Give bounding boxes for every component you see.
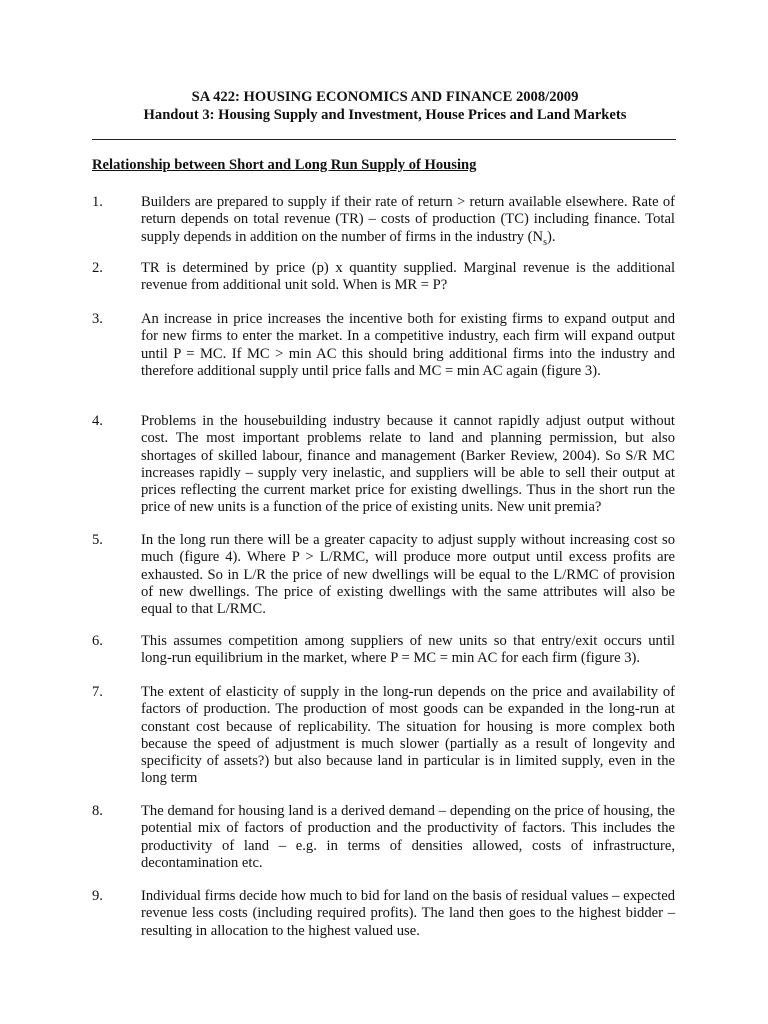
item-number: 8.: [92, 803, 103, 819]
item-number: 6.: [92, 633, 103, 649]
item-text: [141, 194, 675, 251]
item-text-main: Builders are prepared to supply if their rate of return > return available elsewhere. Rate of return depends on total revenue (TR) – costs of production (TC) including finance. Total supply depends in addition on the number of firms in the industry (N: [141, 194, 675, 245]
item-text: The extent of elasticity of supply in the long-run depends on the price and availability of factors of production. The production of most goods can be expanded in the long-run at constant cost because of replicability. The situation for housing is more complex both because the speed of adjustment is much slower (partially as a result of longevity and specificity of assets?) but also because land in particular is in limited supply, even in the long term: [141, 684, 675, 787]
item-text-tail: ).: [547, 228, 556, 245]
item-number: 2.: [92, 260, 103, 276]
header-divider: [92, 139, 676, 140]
item-number: 9.: [92, 888, 103, 904]
item-number: 7.: [92, 684, 103, 700]
item-text: In the long run there will be a greater capacity to adjust supply without increasing cost so much (figure 4). Where P > L/RMC, will produce more output until excess profits are exhausted. So in L/R the price of new dwellings will be equal to the L/RMC of provision of new dwellings. The price of existing dwellings with the same attributes will also be equal to that L/RMC.: [141, 532, 675, 618]
document-subtitle: Handout 3: Housing Supply and Investment, House Prices and Land Markets: [143, 107, 627, 123]
item-number: 4.: [92, 413, 103, 429]
item-number: 5.: [92, 532, 103, 548]
item-text: Problems in the housebuilding industry because it cannot rapidly adjust output without cost. The most important problems relate to land and planning permission, but also shortages of skilled labour, finance and management (Barker Review, 2004). So S/R MC increases rapidly – supply very inelastic, and suppliers will be able to sell their output at prices reflecting the current market price for existing dwellings. Thus in the short run the price of new units is a function of the price of existing units. New unit premia?: [141, 413, 675, 516]
item-text: TR is determined by price (p) x quantity supplied. Marginal revenue is the additional revenue from additional unit sold. When is MR = P?: [141, 260, 675, 294]
item-text: An increase in price increases the incentive both for existing firms to expand output and for new firms to enter the market. In a competitive industry, each firm will expand output until P = MC. If MC > min AC this should bring additional firms into the industry and therefore additional supply until price falls and MC = min AC again (figure 3).: [141, 311, 675, 379]
section-heading: Relationship between Short and Long Run Supply of Housing: [92, 157, 477, 173]
item-number: 1.: [92, 194, 103, 210]
item-text: The demand for housing land is a derived demand – depending on the price of housing, the potential mix of factors of production and the productivity of factors. This includes the productivity of land – e.g. in terms of densities allowed, costs of infrastructure, decontamination etc.: [141, 803, 675, 871]
document-title: SA 422: HOUSING ECONOMICS AND FINANCE 2008/2009: [191, 89, 579, 105]
item-text: This assumes competition among suppliers of new units so that entry/exit occurs until long-run equilibrium in the market, where P = MC = min AC for each firm (figure 3).: [141, 633, 675, 667]
item-text-subscript: s: [543, 236, 547, 248]
item-text: Individual firms decide how much to bid for land on the basis of residual values – expected revenue less costs (including required profits). The land then goes to the highest bidder – resulting in allocation to the highest valued use.: [141, 888, 675, 939]
item-number: 3.: [92, 311, 103, 327]
